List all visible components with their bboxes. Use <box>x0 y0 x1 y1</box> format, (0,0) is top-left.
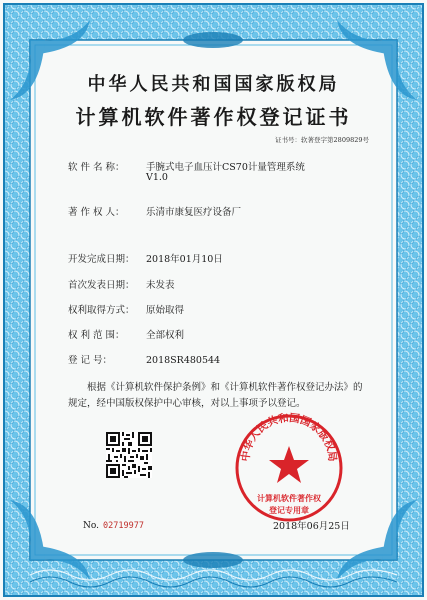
field-software-name <box>68 159 305 173</box>
field-value: 乐清市康复医疗设备厂 <box>146 207 242 218</box>
qr-code-icon <box>106 432 152 478</box>
serial-value: 02719977 <box>103 521 144 531</box>
field-label: 软 件 名 称： <box>68 162 125 173</box>
field-value: 全部权利 <box>146 330 185 341</box>
issue-date: 2018年06月25日 <box>273 521 350 532</box>
field-value: 手腕式电子血压计CS70计量管理系统 <box>146 162 305 173</box>
legal-statement <box>68 380 368 412</box>
seal-line-2: 登记专用章 <box>269 505 309 515</box>
field-first-publish-date <box>68 277 175 291</box>
seal-line-1: 计算机软件著作权 <box>257 493 321 503</box>
field-label: 权 利 范 围： <box>68 330 125 341</box>
field-label: 首次发表日期： <box>68 280 135 291</box>
field-value: 原始取得 <box>146 305 185 316</box>
field-value: 2018SR480544 <box>146 355 221 366</box>
legal-statement-line-1: 根据《计算机软件保护条例》和《计算机软件著作权登记办法》的 <box>87 382 363 393</box>
field-label: 登 记 号： <box>68 355 113 366</box>
field-value: 未发表 <box>146 280 175 291</box>
field-label: 权利取得方式： <box>68 305 135 316</box>
field-registration-number <box>68 352 220 366</box>
field-label: 著 作 权 人： <box>68 207 125 218</box>
field-copyright-owner <box>68 204 241 218</box>
field-rights-scope <box>68 327 184 341</box>
software-version: V1.0 <box>146 172 168 183</box>
field-completion-date <box>68 251 223 265</box>
legal-statement-line-2: 规定，经中国版权保护中心审核，对以上事项予以登记。 <box>68 398 306 409</box>
field-value: 2018年01月10日 <box>146 254 223 265</box>
certificate-number-value: 软著登字第2809829号 <box>301 136 369 144</box>
star-icon <box>269 446 309 483</box>
certificate-number <box>275 135 369 144</box>
seal-ring-text: 中华人民共和国国家版权局 <box>239 412 339 463</box>
issuing-authority: 中华人民共和国国家版权局 <box>87 74 340 95</box>
field-label: 开发完成日期： <box>68 254 135 265</box>
certificate-number-label: 证书号： <box>275 136 302 144</box>
field-acquisition-method <box>68 302 184 316</box>
certificate-title: 计算机软件著作权登记证书 <box>75 105 352 129</box>
serial-label: No. <box>83 521 99 531</box>
serial-number <box>83 521 144 531</box>
